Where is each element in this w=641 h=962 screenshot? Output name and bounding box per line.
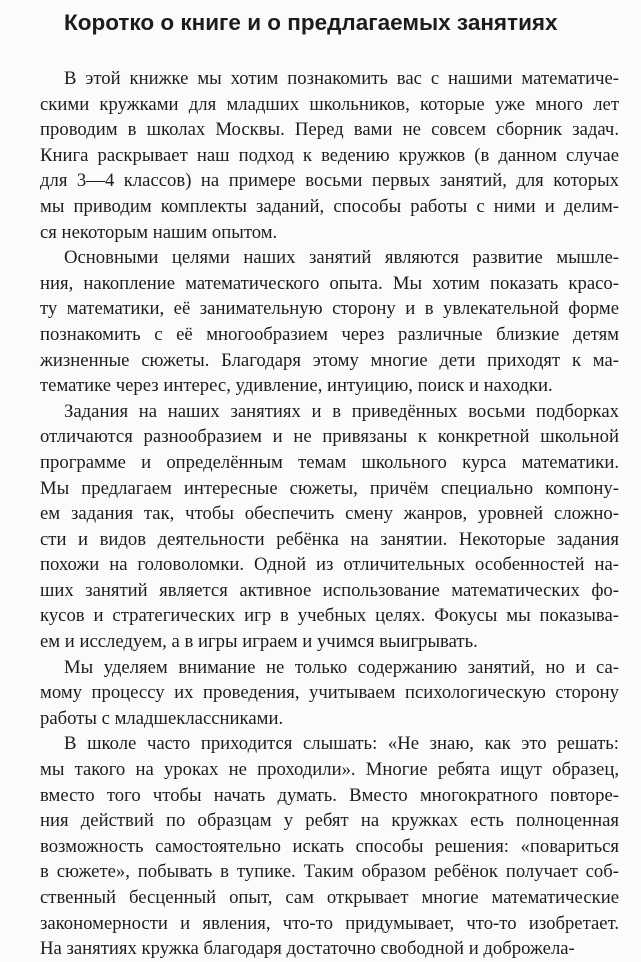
text-line: ся некоторым нашим опытом. — [40, 221, 278, 243]
text-line: мому процессу их проведения, учитываем психологическую сторону — [40, 682, 619, 704]
section-title: Коротко о книге и о предлагаемых занятиях — [64, 10, 558, 35]
text-line: Мы уделяем внимание не только содержанию занятий, но и са- — [64, 656, 619, 678]
text-line: ших занятий является активное использование математических фо- — [40, 579, 619, 601]
text-line: кусов и стратегических игр в учебных целях. Фокусы мы показыва- — [40, 605, 619, 627]
text-line: ем задания так, чтобы обеспечить смену жанров, уровней сложно- — [40, 503, 619, 525]
text-line: ния действий по образцам у ребят на кружках есть полноценная — [40, 810, 619, 832]
text-line: программе и определённым темам школьного курса математики. — [40, 451, 619, 473]
paragraph — [40, 731, 619, 961]
text-line: отличаются разнообразием и не привязаны к конкретной школьной — [40, 426, 619, 448]
paragraph — [40, 66, 619, 245]
text-line: похожи на головоломки. Одной из отличительных особенностей на- — [40, 554, 619, 576]
text-line: Задания на наших занятиях и в приведённых восьми подборках — [64, 400, 619, 422]
body-text — [40, 66, 619, 962]
text-line: ственный бесценный опыт, сам открывает многие математические — [40, 887, 619, 908]
text-line: для 3—4 классов) на примере восьми первых занятий, для которых — [40, 170, 619, 192]
text-line: проводим в школах Москвы. Перед вами не совсем сборник задач. — [40, 119, 619, 141]
text-line: Книга раскрывает наш подход к ведению кружков (в данном случае — [40, 144, 619, 166]
text-line: возможность самостоятельно искать способы решения: «повариться — [40, 835, 619, 857]
text-line: жизненные сюжеты. Благодаря этому многие дети приходят к ма- — [40, 349, 619, 371]
text-line: сти и видов деятельности ребёнка на занятии. Некоторые задания — [40, 528, 619, 550]
text-line: В школе часто приходится слышать: «Не знаю, как это решать: — [64, 733, 619, 755]
text-line: тематике через интерес, удивление, интуицию, поиск и находки. — [40, 375, 553, 397]
text-line: ем и исследуем, а в игры играем и учимся выигрывать. — [40, 631, 478, 653]
text-line: На занятиях кружка благодаря достаточно свободной и доброжела- — [40, 938, 575, 960]
text-line: Мы предлагаем интересные сюжеты, причём специально компону- — [40, 477, 619, 499]
text-line: мы приводим комплекты заданий, способы работы с ними и делим- — [40, 195, 619, 217]
text-line: ту математики, её занимательную сторону и в увлекательной форме — [40, 298, 619, 320]
text-line: закономерности и явления, что-то придумывает, что-то изобретает. — [40, 912, 619, 934]
text-line: В этой книжке мы хотим познакомить вас с нашими математиче- — [64, 68, 619, 89]
text-line: работы с младшеклассниками. — [40, 707, 284, 729]
paragraph — [40, 399, 619, 655]
text-line: в сюжете», побывать в тупике. Таким образом ребёнок получает соб- — [40, 861, 619, 883]
text-line: вместо того чтобы начать думать. Вместо многократного повторе- — [40, 784, 619, 806]
paragraph — [40, 245, 619, 399]
text-line: мы такого на уроках не проходили». Многие ребята ищут образец, — [40, 759, 619, 781]
text-line: ния, накопление математического опыта. Мы хотим показать красо- — [40, 272, 619, 294]
text-line: скими кружками для младших школьников, которые уже много лет — [40, 93, 619, 115]
paragraph — [40, 655, 619, 732]
text-line: Основными целями наших занятий являются развитие мышле- — [64, 247, 619, 269]
text-line: познакомить с её многообразием через различные близкие детям — [40, 323, 619, 345]
